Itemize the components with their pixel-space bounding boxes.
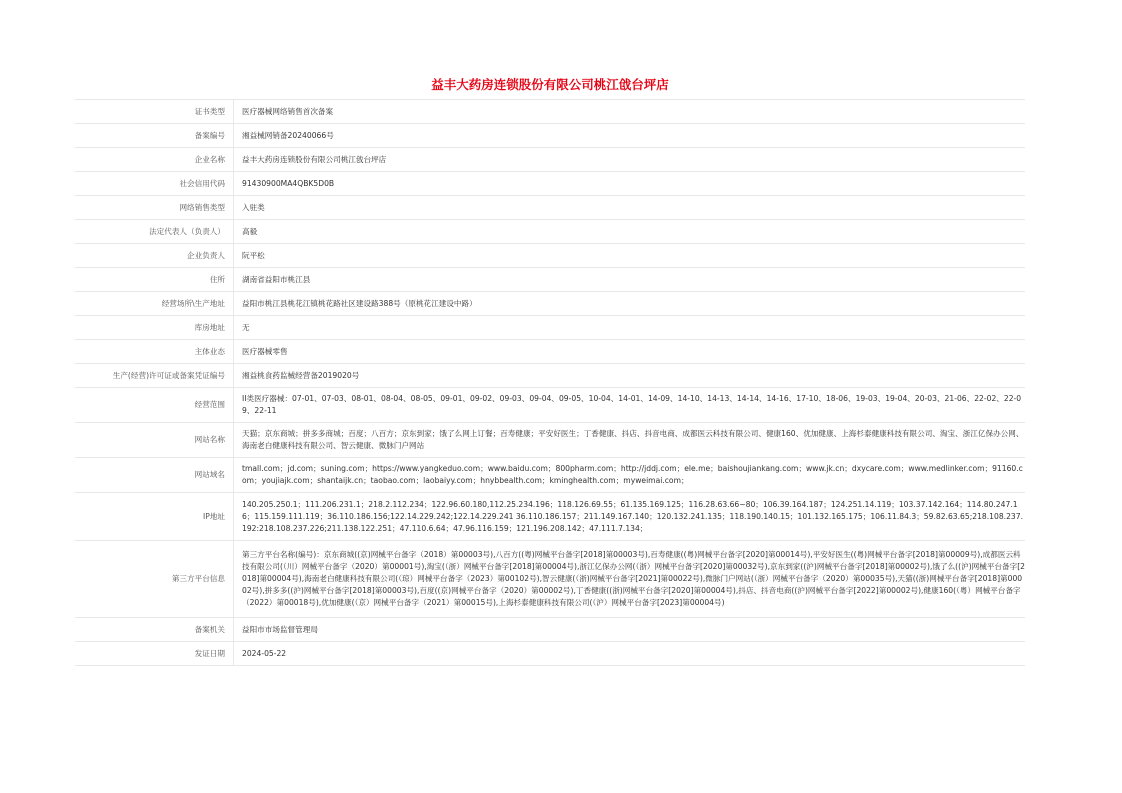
field-label: 住所 [75,268,234,292]
table-row [75,196,1025,220]
field-label: 第三方平台信息 [75,541,234,618]
table-row [75,148,1025,172]
table-row [75,364,1025,388]
field-value: 医疗器械网络销售首次备案 [234,100,1026,124]
field-value: 高毅 [234,220,1026,244]
field-value: 无 [234,316,1026,340]
table-row [75,268,1025,292]
field-value: 入驻类 [234,196,1026,220]
field-label: 发证日期 [75,642,234,666]
field-value: 湘益桃食药监械经营备2019020号 [234,364,1026,388]
field-value: 2024-05-22 [234,642,1026,666]
table-row [75,316,1025,340]
field-label: 法定代表人（负责人） [75,220,234,244]
field-label: 库房地址 [75,316,234,340]
table-row [75,618,1025,642]
field-value: 湘益械网销备20240066号 [234,124,1026,148]
field-value: 益丰大药房连锁股份有限公司桃江戗台坪店 [234,148,1026,172]
field-label: 主体业态 [75,340,234,364]
table-row [75,124,1025,148]
field-value: 140.205.250.1；111.206.231.1；218.2.112.234；122.96.60.180,112.25.234.196；118.126.69.55；61.135.169.125；116.28.63.66~80；106.39.164.187；124.251.14.119；103.37.142.164；114.80.247.16；115.159.111.119；36.110.186.156;122.14.229.242;122.14.229.241 36.110.186.157；211.149.167.140；120.132.241.135；118.190.140.15；101.132.165.175；106.11.84.3；59.82.63.65;218.108.237.192:218.108.237.226;211.138.122.251；47.110.6.64；47.96.116.159；121.196.208.142；47.111.7.134； [234,493,1026,541]
field-value: 湖南省益阳市桃江县 [234,268,1026,292]
field-value: 天猫；京东商城；拼多多商城；百度；八百方；京东到家；饿了么网上订餐；百寿健康；平安好医生；丁香健康、抖店、抖音电商、成都医云科技有限公司、健康160、优加健康、上海杉泰健康科技有限公司、淘宝、浙江亿保办公网、海南老白健康科技有限公司、智云健康、微脉门户网站 [234,423,1026,458]
field-label: 企业名称 [75,148,234,172]
field-value: 益阳市市场监督管理局 [234,618,1026,642]
field-value: 第三方平台名称(编号)：京东商城((京)网械平台备字（2018）第00003号),八百方((粤)网械平台备字[2018]第00003号),百寿健康((粤)网械平台备字[2020]第00014号),平安好医生((粤)网械平台备字[2018]第00009号),成都医云科技有限公司(（川）网械平台备字（2020）第00001号),淘宝(（浙）网械平台备字[2018]第00004号),浙江亿保办公网(（浙）网械平台备字[2020]第00032号),京东到家((沪)网械平台备字[2018]第00002号),饿了么((沪)网械平台备字[2018]第00004号),海南老白健康科技有限公司(（琼）网械平台备字（2023）第00102号),智云健康(（浙)网械平台备字[2021]第00022号),微脉门户网站(（浙）网械平台备字（2020）第00035号),天猫((浙)网械平台备字[2018]第00002号),拼多多((沪)网械平台备字[2018]第00003号),百度((京)网械平台备字（2020）第00002号),丁香健康((浙)网械平台备字[2020]第00004号),抖店、抖音电商((沪)网械平台备字[2022]第00002号),健康160(（粤）网械平台备字（2022）第00018号),优加健康(（京）网械平台备字（2021）第00015号),上海杉泰健康科技有限公司(（沪）网械平台备字[2023]第00004号) [234,541,1026,618]
field-value: 益阳市桃江县桃花江镇桃花路社区建设路388号（原桃花江建设中路） [234,292,1026,316]
field-value: tmall.com；jd.com；suning.com；https://www.yangkeduo.com；www.baidu.com；800pharm.com；http://jddj.com；ele.me；baishoujiankang.com；www.jk.cn；dxycare.com；www.medlinker.com；91160.com；youjiajk.com；shantaijk.cn；taobao.com；laobaiyy.com；hnybbealth.com；kminghealth.com；myweimai.com； [234,458,1026,493]
table-row [75,340,1025,364]
field-label: 经营场所\生产地址 [75,292,234,316]
table-row [75,541,1025,618]
table-row [75,100,1025,124]
field-label: 证书类型 [75,100,234,124]
record-table [75,100,1025,666]
table-row [75,388,1025,423]
table-row [75,172,1025,196]
table-row [75,458,1025,493]
field-value: 医疗器械零售 [234,340,1026,364]
field-label: 网络销售类型 [75,196,234,220]
field-label: 备案机关 [75,618,234,642]
certificate-document [75,71,1025,666]
table-row [75,493,1025,541]
table-row [75,220,1025,244]
field-label: 社会信用代码 [75,172,234,196]
field-value: II类医疗器械：07-01、07-03、08-01、08-04、08-05、09-01、09-02、09-03、09-04、09-05、10-04、14-01、14-09、14-10、14-13、14-14、14-16、17-10、18-06、19-03、19-04、20-03、21-06、22-02、22-09、22-11 [234,388,1026,423]
table-row [75,642,1025,666]
document-title: 益丰大药房连锁股份有限公司桃江戗台坪店 [75,71,1025,100]
field-value: 阮平松 [234,244,1026,268]
table-row [75,244,1025,268]
field-label: 生产(经营)许可证或备案凭证编号 [75,364,234,388]
table-row [75,292,1025,316]
field-label: 网站域名 [75,458,234,493]
table-row [75,423,1025,458]
field-label: 经营范围 [75,388,234,423]
field-label: 企业负责人 [75,244,234,268]
field-label: 网站名称 [75,423,234,458]
field-value: 91430900MA4QBK5D0B [234,172,1026,196]
field-label: IP地址 [75,493,234,541]
field-label: 备案编号 [75,124,234,148]
